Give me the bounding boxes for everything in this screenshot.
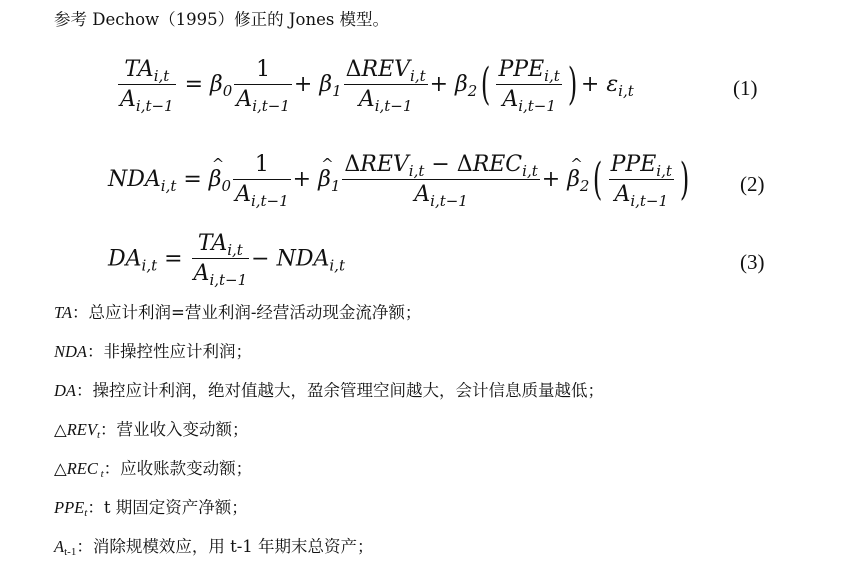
definition-nda (54, 341, 252, 363)
definition-symbol: △REC (54, 459, 98, 478)
equation-1-number: (1) (733, 76, 758, 100)
definition-subscript: t (84, 507, 88, 519)
definition-text: ：应收账款变动额； (103, 459, 253, 478)
definition-symbol: NDA (54, 342, 87, 361)
definition-subscript: t-1 (64, 546, 77, 558)
definition-rev (54, 419, 249, 441)
equation-2-number: (2) (740, 172, 765, 196)
equation-2: $NDA_{i,t}$ = ^ $\beta_0$ $\frac{1}{A_{i,t-1}}$ + ^ $\beta_1$ $\frac{\Delta REV_{i,t} - \Delta REC_{i,t}}{A_{i,t-1}}$ + ^ $\beta_2$( $\frac{PPE_{i,t}}{A_{i,t-1}}$ ) (108, 150, 693, 210)
definition-ta (54, 302, 421, 324)
definition-symbol: PPE (54, 498, 85, 517)
definition-text: ：t 期固定资产净额； (87, 498, 248, 517)
equation-3-number: (3) (740, 250, 765, 274)
definition-subscript: t (96, 429, 100, 441)
definition-a (54, 536, 374, 558)
equation-3: $DA_{i,t}$ = $\frac{TA_{i,t}}{A_{i,t-1}}$ − $NDA_{i,t}$ (108, 231, 345, 289)
definition-symbol: △REV (54, 420, 97, 439)
definition-symbol: TA (54, 303, 73, 322)
definition-symbol: A (54, 537, 65, 556)
definition-symbol: DA (54, 381, 76, 400)
definition-rec (54, 458, 252, 480)
definition-text: ：消除规模效应，用 t-1 年期末总资产； (76, 537, 374, 556)
definition-ppe (54, 497, 248, 519)
definition-text: ：操控应计利润，绝对值越大，盈余管理空间越大，会计信息质量越低； (76, 381, 604, 400)
intro-text: 参考 Dechow（1995）修正的 Jones 模型。 (54, 10, 390, 29)
equation-1: $\frac{TA_{i,t}}{A_{i,t-1}}$ = $\beta_0$ $\frac{1}{A_{i,t-1}}$ + $\beta_1$ $\frac{\Delta REV_{i,t}}{A_{i,t-1}}$ + $\beta_2$( $\frac{PPE_{i,t}}{A_{i,t-1}}$ ) + $\varepsilon_{i,t}$ (120, 56, 634, 115)
definition-text: ：非操控性应计利润； (87, 342, 252, 361)
definition-subscript: t (97, 468, 104, 480)
definition-da (54, 380, 604, 402)
definition-text: ：总应计利润=营业利润-经营活动现金流净额； (72, 303, 422, 322)
definition-text: ：营业收入变动额； (100, 420, 249, 439)
